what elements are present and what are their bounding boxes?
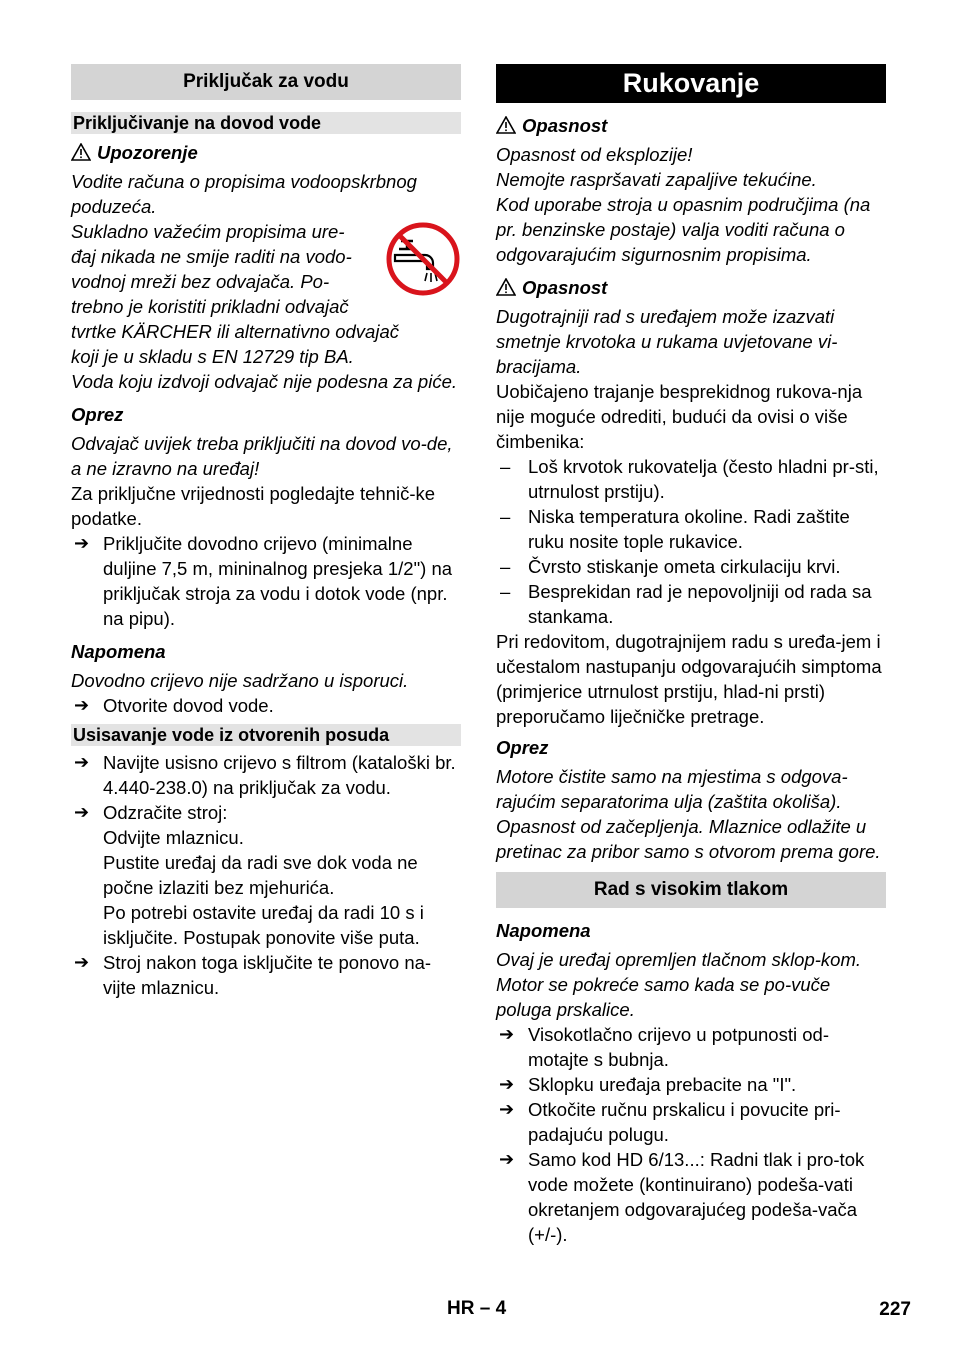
step-bleed: ➔ Odzračite stroj: [74,802,228,823]
caution-text: Odvajač uvijek treba priključiti na dovod vo-de, a ne izravno na uređaj! [71,433,453,479]
section-header-operation: Rukovanje [496,64,886,103]
tech-data-ref: Za priključne vrijednosti pogledajte tehnič-ke podatke. [71,483,436,529]
note-utility-regulations: Vodite računa o propisima vodoopskrbnog poduzeća. [71,171,417,217]
left-column [71,64,461,1000]
note-label: Napomena [496,920,591,941]
arrow-right-icon: ➔ [499,1074,515,1094]
danger-text: Kod uporabe stroja u opasnim područjima (na pr. benzinske postaje) valja voditi računa o odgovarajućim sigurnosnim propisima. [496,194,871,265]
subsection-header-suction: Usisavanje vode iz otvorenih posuda [71,724,461,746]
step-switch-on: ➔ Sklopku uređaja prebacite na "I". [499,1074,797,1095]
bleed-substep: Po potrebi ostavite uređaj da radi 10 s i isključite. Postupak ponovite više puta. [103,902,424,948]
caution-text: Motore čistite samo na mjestima s odgova-rajućim separatorima ulja (zaštita okoliša). Opasnost od začepljenja. Mlaznice odlažite u pretinac za pribor samo s otvorom prema gore. [496,766,881,862]
danger-label-text: Opasnost [522,277,608,298]
list-item: – Loš krvotok rukovatelja (često hladni pr-sti, utrnulost prstiju). [500,456,879,502]
arrow-right-icon: ➔ [74,952,90,972]
list-item: – Niska temperatura okoline. Radi zaštite ruku nosite tople rukavice. [500,506,850,552]
section-header-high-pressure: Rad s visokim tlakom [496,872,886,908]
arrow-right-icon: ➔ [74,695,90,715]
footer-section-label: HR – 4 [447,1298,507,1319]
warning-label [71,140,461,165]
step-switch-off: ➔ Stroj nakon toga isključite te ponovo na-vijte mlaznicu. [74,952,432,998]
step-unwind-hose: ➔ Visokotlačno crijevo u potpunosti od-motajte s bubnja. [499,1024,829,1070]
bleed-substep: Pustite uređaj da radi sve dok voda ne počne izlaziti bez mjehurića. [103,852,418,898]
step-adjust-pressure: ➔ Samo kod HD 6/13...: Radni tlak i pro-tok vode možete (kontinuirano) podeša-vati okretanjem odgovarajućeg podeša-vača (+/-). [499,1149,865,1245]
danger-label [496,113,886,138]
danger-text: Nemojte raspršavati zapaljive tekućine. [496,169,817,190]
no-direct-tap-connection-icon [385,221,461,297]
danger-label-text: Opasnost [522,115,608,136]
step-open-supply: ➔ Otvorite dovod vode. [74,695,274,716]
not-potable-note: Voda koju izdvoji odvajač nije podesna za piće. [71,371,458,392]
note-text: Ovaj je uređaj opremljen tlačnom sklop-kom. Motor se pokreće samo kada se po-vuče poluga prskalice. [496,949,862,1020]
regulation-text: Sukladno važećim propisima ure- đaj nikada ne smije raditi na vodo- vodnoj mreži bez odvajača. Po- trebno je koristiti prikladni odvajač tvrtke KÄRCHER ili alternativno odvajač koji je u skladu s EN 12729 tip BA. [71,221,399,367]
warning-triangle-icon [71,143,91,161]
step-suction-hose: ➔ Navijte usisno crijevo s filtrom (kataloški br. 4.440-238.0) na priključak za vodu. [74,752,456,798]
warning-triangle-icon [496,116,516,134]
arrow-right-icon: ➔ [499,1024,515,1044]
danger-text: Opasnost od eksplozije! [496,144,693,165]
arrow-right-icon: ➔ [74,752,90,772]
arrow-right-icon: ➔ [74,802,90,822]
arrow-right-icon: ➔ [499,1149,515,1169]
page-number: 227 [879,1299,911,1320]
duration-text: Uobičajeno trajanje besprekidnog rukova-nja nije moguće odrediti, budući da ovisi o više čimbenika: [496,381,863,452]
bleed-substep: Odvijte mlaznicu. [103,827,244,848]
caution-label: Oprez [71,404,124,425]
section-header-water-connection: Priključak za vodu [71,64,461,100]
warning-label-text: Upozorenje [97,142,198,163]
note-label: Napomena [71,641,166,662]
warning-triangle-icon [496,278,516,296]
medical-advice-text: Pri redovitom, dugotrajnijem radu s uređa-jem i učestalom nastupanju odgovarajućih simptoma (primjerice utrnulost prstiju, hlad-ni prsti) preporučamo liječničke pretrage. [496,631,882,727]
list-item: – Čvrsto stiskanje ometa cirkulaciju krvi. [500,556,841,577]
step-unlock-gun: ➔ Otkočite ručnu prskalicu i povucite pri-padajuću polugu. [499,1099,841,1145]
right-column [496,64,886,1247]
vibration-danger-text: Dugotrajniji rad s uređajem može izazvati smetnje krvotoka u rukama uvjetovane vi-bracijama. [496,306,838,377]
arrow-right-icon: ➔ [74,533,90,553]
step-connect-hose: ➔ Priključite dovodno crijevo (minimalne duljine 7,5 m, mininalnog presjeka 1/2") na priključak stroja za vodu i dotok vode (npr. na pipu). [74,533,453,629]
caution-label: Oprez [496,737,549,758]
note-text: Dovodno crijevo nije sadržano u isporuci. [71,670,409,691]
arrow-right-icon: ➔ [499,1099,515,1119]
list-item: – Besprekidan rad je nepovoljniji od rada sa stankama. [500,581,872,627]
danger-label [496,275,886,300]
subsection-header-supply: Priključivanje na dovod vode [71,112,461,134]
